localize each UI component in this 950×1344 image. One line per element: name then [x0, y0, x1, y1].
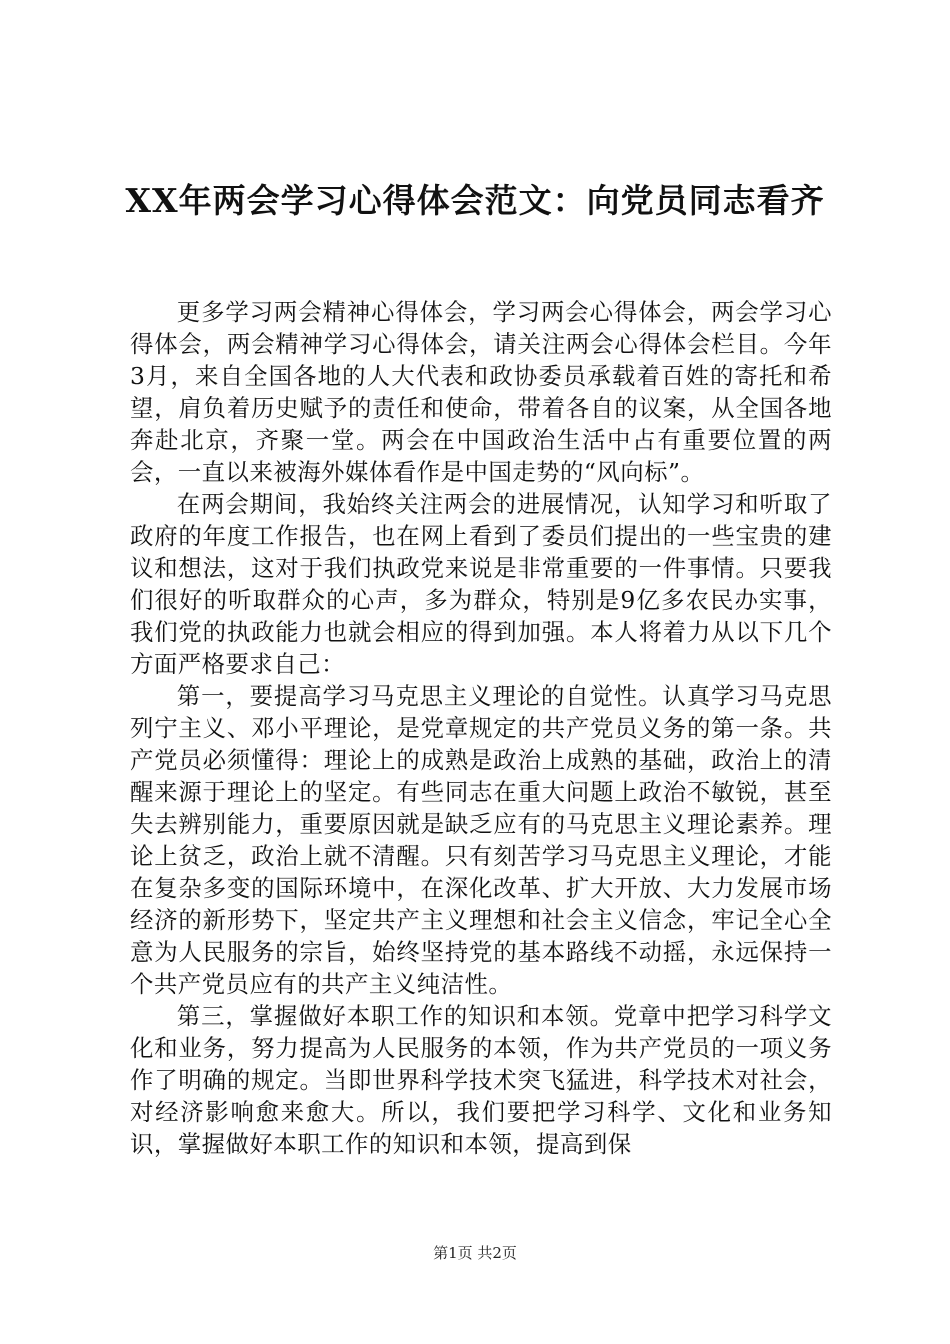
paragraph-3: 第一，要提高学习马克思主义理论的自觉性。认真学习马克思列宁主义、邓小平理论，是党章规定的共产党员义务的第一条。共产党员必须懂得：理论上的成熟是政治上成熟的基础，政治上的清醒来源于理论上的坚定。有些同志在重大问题上政治不敏锐，甚至失去辨别能力，重要原因就是缺乏应有的马克思主义理论素养。理论上贫乏，政治上就不清醒。只有刻苦学习马克思主义理论，才能在复杂多变的国际环境中，在深化改革、扩大开放、大力发展市场经济的新形势下，坚定共产主义理想和社会主义信念，牢记全心全意为人民服务的宗旨，始终坚持党的基本路线不动摇，永远保持一个共产党员应有的共产主义纯洁性。	[130, 682, 832, 998]
document-body	[130, 296, 832, 1160]
paragraph-2: 在两会期间，我始终关注两会的进展情况，认知学习和听取了政府的年度工作报告，也在网上看到了委员们提出的一些宝贵的建议和想法，这对于我们执政党来说是非常重要的一件事情。只要我们很好的听取群众的心声，多为群众，特别是9亿多农民办实事，我们党的执政能力也就会相应的得到加强。本人将着力从以下几个方面严格要求自己：	[130, 490, 832, 678]
page-number-footer: 第1页 共2页	[433, 1244, 517, 1262]
paragraph-4: 第三，掌握做好本职工作的知识和本领。党章中把学习科学文化和业务，努力提高为人民服务的本领，作为共产党员的一项义务作了明确的规定。当即世界科学技术突飞猛进，科学技术对社会，对经济影响愈来愈大。所以，我们要把学习科学、文化和业务知识，掌握做好本职工作的知识和本领，提高到保	[130, 1002, 832, 1158]
document-title: XX年两会学习心得体会范文：向党员同志看齐	[125, 181, 825, 220]
paragraph-1: 更多学习两会精神心得体会，学习两会心得体会，两会学习心得体会，两会精神学习心得体会，请关注两会心得体会栏目。今年3月，来自全国各地的人大代表和政协委员承载着百姓的寄托和希望，肩负着历史赋予的责任和使命，带着各自的议案，从全国各地奔赴北京，齐聚一堂。两会在中国政治生活中占有重要位置的两会，一直以来被海外媒体看作是中国走势的“风向标”。	[130, 298, 832, 486]
